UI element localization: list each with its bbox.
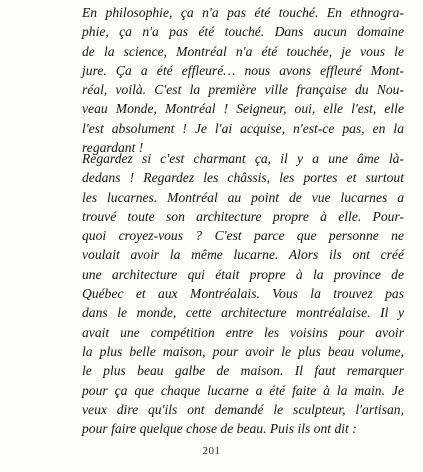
text-line: les lucarnes. Montréal au point de vue lucarnes a xyxy=(82,189,404,205)
text-line: veau Monde, Montréal ! Seigneur, oui, elle l'est, elle xyxy=(82,101,404,117)
text-line: dans le monde, cette architecture montréalaise. Il y xyxy=(82,305,404,321)
text-line: Regardez si c'est charmant ça, il y a une âme là- xyxy=(82,151,404,166)
text-line: veux dire qu'ils ont demandé le sculpteur, l'artisan, xyxy=(82,401,404,417)
text-line: regardant ! xyxy=(82,140,144,156)
paragraph-2 xyxy=(82,149,404,438)
text-line: la plus belle maison, pour avoir le plus beau volume, xyxy=(82,343,404,359)
text-line: le plus beau galbe de maison. Il faut remarquer xyxy=(82,363,404,379)
text-line: pour ça que chaque lucarne a été faite à la main. Je xyxy=(82,382,404,398)
text-line: de la science, Montréal n'a été touchée, je vous le xyxy=(82,43,404,59)
text-line: Québec et aux Montréalais. Vous la trouvez pas xyxy=(82,286,404,302)
paragraph-1 xyxy=(82,3,404,157)
text-line: une architecture qui était propre à la province de xyxy=(82,266,404,282)
text-line: jure. Ça a été effleuré… nous avons effleuré Mont- xyxy=(82,62,404,78)
text-line: En philosophie, ça n'a pas été touché. En ethnogra- xyxy=(82,5,404,20)
text-line: pour faire quelque chose de beau. Puis ils ont dit : xyxy=(82,421,357,437)
text-line: quoi croyez-vous ? C'est parce que personne ne xyxy=(82,228,404,244)
text-line: avait une compétition entre les voisins pour avoir xyxy=(82,324,404,340)
text-line: dedans ! Regardez les châssis, les portes et surtout xyxy=(82,170,404,186)
text-line: phie, ça n'a pas été touché. Dans aucun domaine xyxy=(82,24,404,40)
page-number: 201 xyxy=(202,445,221,457)
text-line: réal, voilà. C'est la première ville française du Nou- xyxy=(82,82,404,98)
text-line: voulait avoir la même lucarne. Alors ils ont créé xyxy=(82,247,404,263)
text-line: trouvé toute son architecture propre à elle. Pour- xyxy=(82,208,404,224)
text-line: l'est absolument ! Je l'ai acquise, n'est-ce pas, en la xyxy=(82,120,404,136)
